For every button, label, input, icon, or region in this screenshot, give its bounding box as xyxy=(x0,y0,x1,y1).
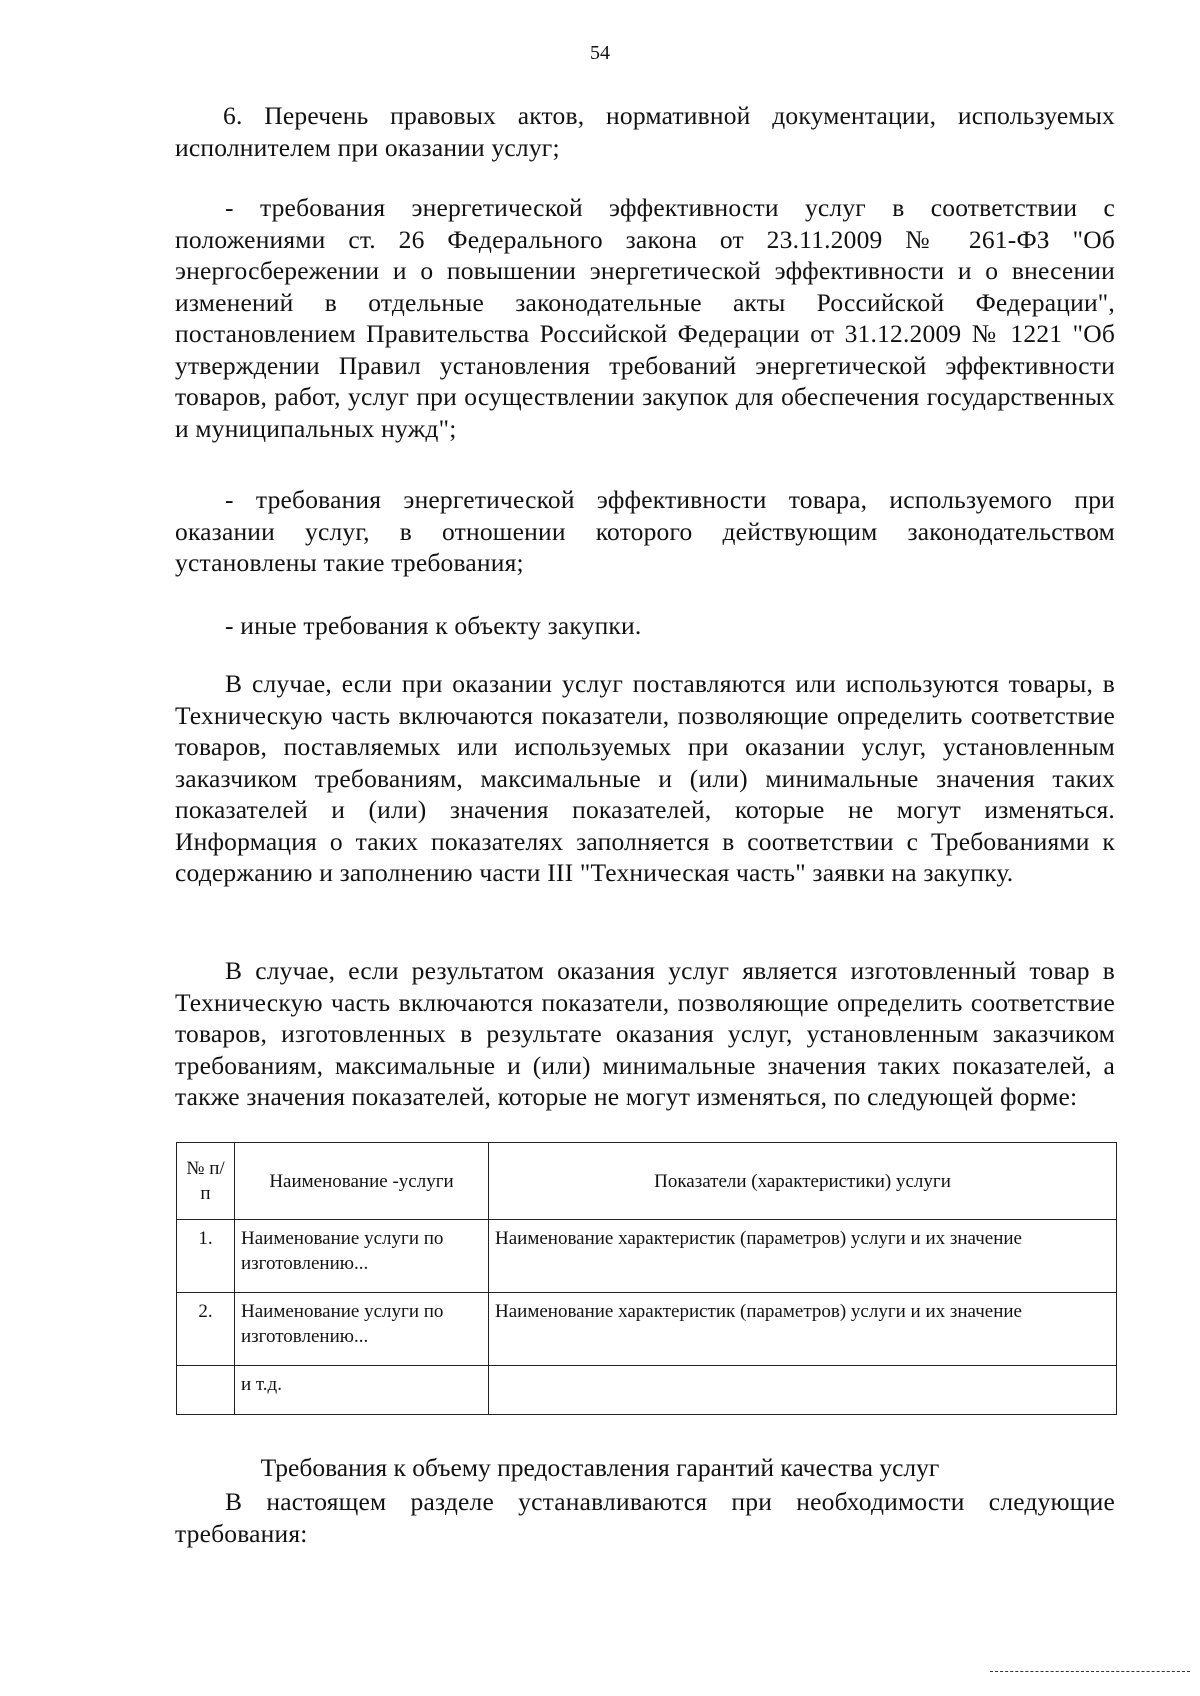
row-number: 1. xyxy=(177,1220,235,1293)
paragraph-manufactured-goods: В случае, если результатом оказания услуг является изготовленный товар в Техническую часть включаются показатели, позволяющие определить соответствие товаров, изготовленных в результате оказания услуг, установленным заказчиком требованиям, максимальные и (или) минимальные значения таких показателей, а также значения показателей, которые не могут изменяться, по следующей форме: xyxy=(175,956,1115,1111)
paragraph-energy-efficiency-services: - требования энергетической эффективности услуг в соответствии с положениями ст. 26 Федерального закона от 23.11.2009 № 261-ФЗ "Об энергосбережении и о повышении энергетической эффективности и о внесении изменений в отдельные законодательные акты Российской Федерации", постановлением Правительства Российской Федерации от 31.12.2009 № 1221 "Об утверждении Правил установления требований энергетической эффективности товаров, работ, услуг при осуществлении закупок для обеспечения государственных и муниципальных нужд"; xyxy=(175,193,1115,443)
row-number: 2. xyxy=(177,1293,235,1366)
row-number xyxy=(177,1366,235,1415)
quality-guarantee-title: Требования к объему предоставления гарантий качества услуг xyxy=(260,1453,940,1482)
paragraph-goods-supplied: В случае, если при оказании услуг поставляются или используются товары, в Техническую часть включаются показатели, позволяющие определить соответствие товаров, поставляемых или используемых при оказании услуг, установленным заказчиком требованиям, максимальные и (или) минимальные значения таких показателей и (или) значения показателей, которые не могут изменяться. Информация о таких показателях заполняется в соответствии с Требованиями к содержанию и заполнению части III "Техническая часть" заявки на закупку. xyxy=(175,669,1115,887)
paragraph-energy-efficiency-goods: - требования энергетической эффективности товара, используемого при оказании услуг, в отношении которого действующим законодательством установлены такие требования; xyxy=(175,485,1115,577)
header-service-indicators: Показатели (характеристики) услуги xyxy=(489,1143,1117,1220)
paragraph-requirements-intro: В настоящем разделе устанавливаются при необходимости следующие требования: xyxy=(175,1487,1115,1548)
page-number: 54 xyxy=(590,42,610,64)
row-service-name: Наименование услуги по изготовлению... xyxy=(235,1220,489,1293)
row-service-indicators: Наименование характеристик (параметров) услуги и их значение xyxy=(489,1220,1117,1293)
header-number: № п/п xyxy=(177,1143,235,1220)
row-service-name: и т.д. xyxy=(235,1366,489,1415)
paragraph-other-requirements: - иные требования к объекту закупки. xyxy=(225,611,642,640)
section-heading: 6. Перечень правовых актов, нормативной документации, используемых исполнителем при оказании услуг; xyxy=(175,101,1115,162)
service-indicators-table xyxy=(176,1142,1117,1415)
table-row xyxy=(177,1366,1117,1415)
row-service-name: Наименование услуги по изготовлению... xyxy=(235,1293,489,1366)
footer-divider xyxy=(990,1671,1190,1672)
header-service-name: Наименование -услуги xyxy=(235,1143,489,1220)
table-row xyxy=(177,1220,1117,1293)
table-row xyxy=(177,1293,1117,1366)
row-service-indicators: Наименование характеристик (параметров) услуги и их значение xyxy=(489,1293,1117,1366)
table-header-row xyxy=(177,1143,1117,1220)
row-service-indicators xyxy=(489,1366,1117,1415)
